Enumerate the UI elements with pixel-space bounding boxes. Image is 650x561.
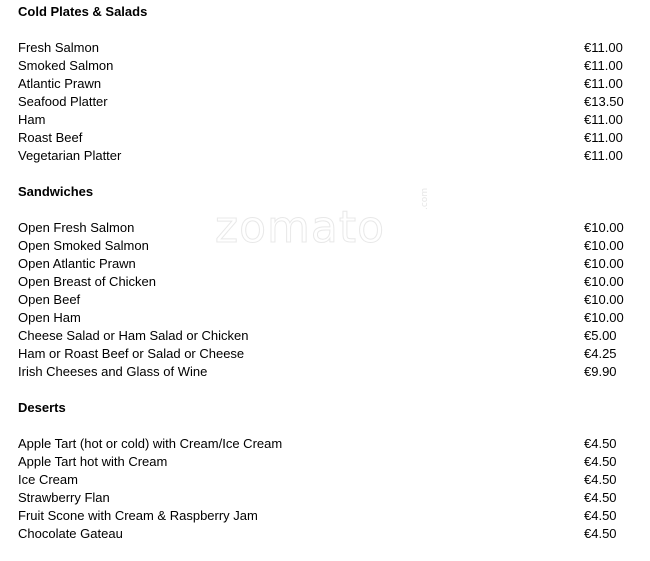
item-name: Cheese Salad or Ham Salad or Chicken	[18, 328, 249, 343]
section-title: Sandwiches	[18, 184, 94, 199]
item-price: €10.00	[584, 256, 624, 271]
item-price: €11.00	[584, 148, 623, 163]
menu-section-cold-plates	[18, 3, 628, 165]
item-name: Roast Beef	[18, 130, 83, 145]
section-title: Cold Plates & Salads	[18, 4, 148, 19]
menu-document	[18, 3, 628, 561]
item-name: Open Ham	[18, 310, 81, 325]
item-price: €10.00	[584, 220, 624, 235]
item-name: Open Beef	[18, 292, 81, 307]
item-name: Smoked Salmon	[18, 58, 114, 73]
zomato-watermark-suffix: .com	[420, 187, 430, 210]
item-name: Apple Tart (hot or cold) with Cream/Ice Cream	[18, 436, 283, 451]
menu-item	[18, 93, 628, 111]
menu-item	[18, 129, 628, 147]
menu-item	[18, 489, 628, 507]
item-name: Strawberry Flan	[18, 490, 110, 505]
item-name: Ham	[18, 112, 46, 127]
item-price: €10.00	[584, 292, 624, 307]
item-name: Seafood Platter	[18, 94, 108, 109]
item-price: €11.00	[584, 76, 623, 91]
item-price: €4.50	[584, 436, 617, 451]
item-name: Chocolate Gateau	[18, 526, 123, 541]
menu-item	[18, 435, 628, 453]
item-name: Fruit Scone with Cream & Raspberry Jam	[18, 508, 258, 523]
item-name: Apple Tart hot with Cream	[18, 454, 168, 469]
item-name: Irish Cheeses and Glass of Wine	[18, 364, 208, 379]
item-name: Open Atlantic Prawn	[18, 256, 136, 271]
menu-item	[18, 273, 628, 291]
item-name: Fresh Salmon	[18, 40, 99, 55]
menu-item	[18, 147, 628, 165]
item-name: Open Smoked Salmon	[18, 238, 149, 253]
menu-item	[18, 75, 628, 93]
menu-item	[18, 255, 628, 273]
menu-item	[18, 471, 628, 489]
section-items	[18, 219, 628, 381]
menu-item	[18, 363, 628, 381]
menu-item	[18, 291, 628, 309]
item-price: €4.50	[584, 508, 617, 523]
menu-section-sandwiches	[18, 183, 628, 381]
menu-item	[18, 525, 628, 543]
menu-item	[18, 507, 628, 525]
menu-item	[18, 345, 628, 363]
item-name: Vegetarian Platter	[18, 148, 122, 163]
item-name: Open Fresh Salmon	[18, 220, 135, 235]
item-name: Open Breast of Chicken	[18, 274, 157, 289]
item-name: Atlantic Prawn	[18, 76, 102, 91]
item-name: Ham or Roast Beef or Salad or Cheese	[18, 346, 245, 361]
item-price: €4.50	[584, 454, 617, 469]
item-price: €4.25	[584, 346, 617, 361]
item-price: €10.00	[584, 274, 624, 289]
section-items	[18, 435, 628, 543]
item-price: €9.90	[584, 364, 617, 379]
item-price: €11.00	[584, 112, 623, 127]
item-name: Ice Cream	[18, 472, 78, 487]
item-price: €5.00	[584, 328, 617, 343]
item-price: €11.00	[584, 130, 623, 145]
section-items	[18, 39, 628, 165]
menu-item	[18, 237, 628, 255]
menu-item	[18, 219, 628, 237]
item-price: €10.00	[584, 310, 624, 325]
menu-section-deserts	[18, 399, 628, 543]
menu-item	[18, 111, 628, 129]
item-price: €4.50	[584, 526, 617, 541]
menu-item	[18, 309, 628, 327]
section-title: Deserts	[18, 400, 66, 415]
item-price: €4.50	[584, 472, 617, 487]
menu-item	[18, 39, 628, 57]
menu-item	[18, 453, 628, 471]
item-price: €11.00	[584, 40, 623, 55]
item-price: €13.50	[584, 94, 624, 109]
item-price: €10.00	[584, 238, 624, 253]
menu-item	[18, 327, 628, 345]
item-price: €11.00	[584, 58, 623, 73]
menu-item	[18, 57, 628, 75]
item-price: €4.50	[584, 490, 617, 505]
zomato-watermark: zomato	[215, 202, 386, 253]
